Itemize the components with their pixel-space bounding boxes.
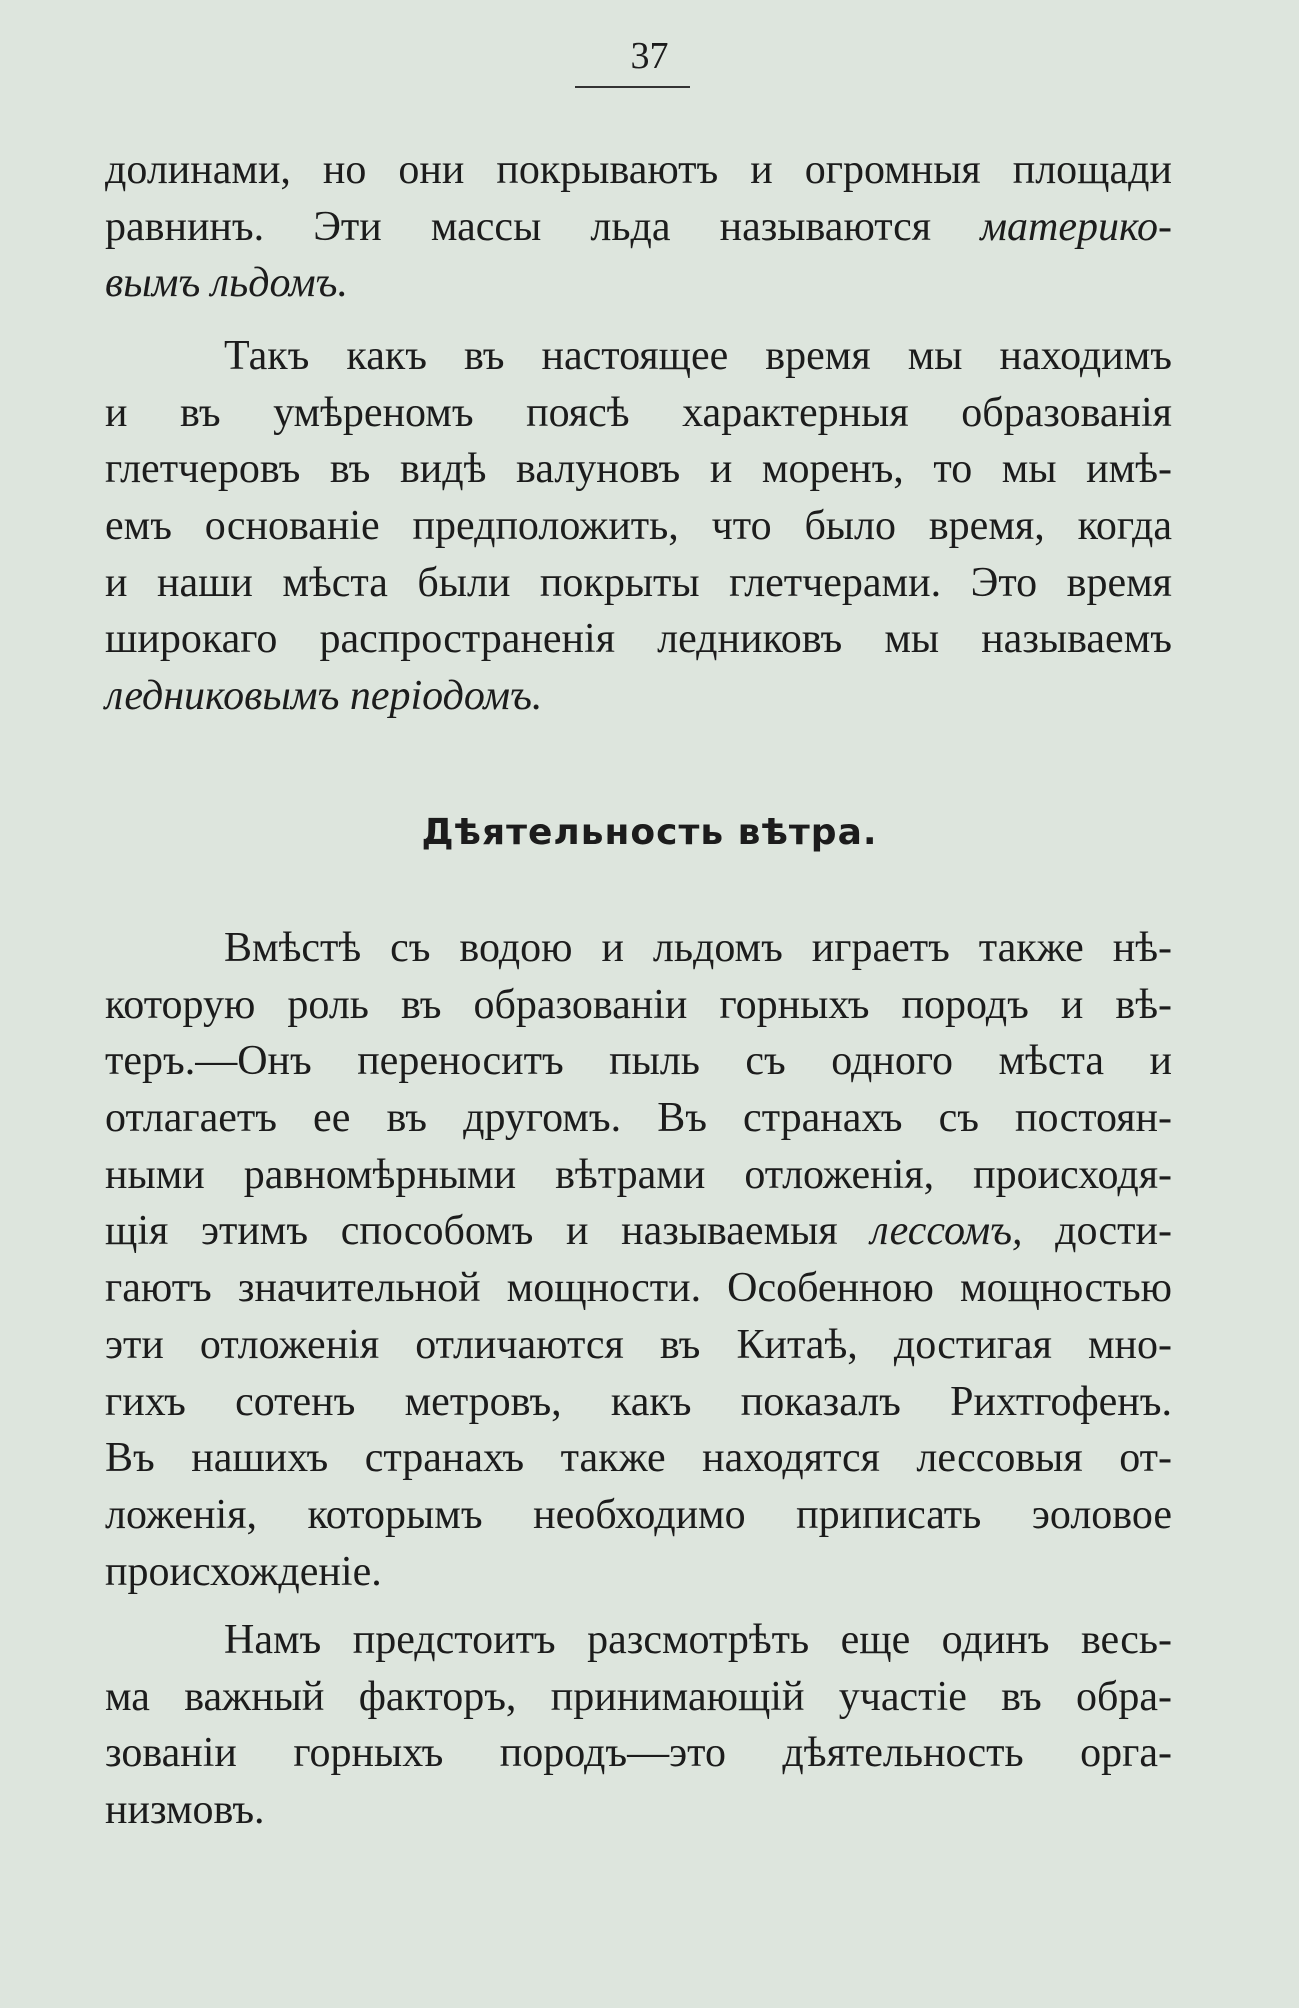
text-line [105,1090,1172,1147]
text-line [105,668,1172,725]
paragraph [105,142,1172,312]
text-segment: гаютъ значительной мощности. Особенною мощностью [105,1265,1172,1312]
text-segment: ма важный факторъ, принимающій участіе въ обра- [105,1673,1172,1720]
text-segment: низмовъ. [105,1787,265,1834]
text-segment: и наши мѣста были покрыты глетчерами. Это время [105,559,1172,606]
text-line [105,1033,1172,1090]
paragraph [105,920,1172,1600]
italic-term: вымъ льдомъ. [105,260,348,307]
text-segment: происхожденіе. [105,1548,382,1595]
italic-term: материко- [980,203,1172,250]
text-line [105,1725,1172,1782]
text-line [105,1430,1172,1487]
text-segment: Намъ предстоитъ разсмотрѣть еще одинъ весь- [224,1617,1172,1663]
text-line [105,385,1172,442]
text-segment: ными равномѣрными вѣтрами отложенія, происходя- [105,1151,1172,1198]
text-line [105,142,1172,199]
text-segment: Вмѣстѣ съ водою и льдомъ играетъ также нѣ- [224,925,1172,971]
text-line [105,1147,1172,1204]
text-line [105,199,1172,256]
text-line [105,1260,1172,1317]
italic-term: ледниковымъ періодомъ. [105,673,543,720]
text-segment: зованіи горныхъ породъ—это дѣятельность орга- [105,1730,1172,1777]
text-segment: равнинъ. Эти массы льда называются [105,203,981,250]
text-line [105,255,1172,312]
italic-term: лессомъ, [870,1208,1023,1255]
text-line [105,498,1172,555]
text-segment: ложенія, которымъ необходимо приписать эоловое [105,1491,1172,1538]
page-number: 37 [630,35,669,77]
text-segment: отлагаетъ ее въ другомъ. Въ странахъ съ постоян- [105,1095,1172,1142]
text-segment: емъ основаніе предположить, что было время, когда [105,503,1172,550]
text-segment: дости- [1022,1208,1173,1255]
text-segment: гихъ сотенъ метровъ, какъ показалъ Рихтгофенъ. [105,1378,1172,1425]
text-line [105,1669,1172,1726]
section-heading: Дѣятельность вѣтра. [421,812,878,853]
text-segment: Такъ какъ въ настоящее время мы находимъ [224,333,1172,379]
text-line [105,1544,1172,1601]
text-segment: Въ нашихъ странахъ также находятся лессовыя от- [105,1435,1172,1482]
page-number-rule [575,86,690,88]
paragraph [105,1612,1172,1839]
text-segment: эти отложенія отличаются въ Китаѣ, достигая мно- [105,1321,1172,1368]
text-line [105,1487,1172,1544]
text-segment: щія этимъ способомъ и называемыя [105,1208,871,1255]
text-segment: которую роль въ образованіи горныхъ породъ и вѣ- [105,981,1172,1028]
text-line [105,555,1172,612]
text-line [105,1317,1172,1374]
text-segment: теръ.—Онъ переноситъ пыль съ одного мѣста и [105,1038,1172,1085]
text-segment: долинами, но они покрываютъ и огромныя площади [105,147,1172,193]
text-line [105,977,1172,1034]
text-line [105,441,1172,498]
text-line [105,920,1172,977]
text-line [105,611,1172,668]
text-line [105,1612,1172,1669]
text-segment: широкаго распространенія ледниковъ мы называемъ [105,616,1172,663]
text-line [105,328,1172,385]
text-line [105,1782,1172,1839]
paragraph [105,328,1172,725]
text-line [105,1203,1172,1260]
text-line [105,1374,1172,1431]
text-segment: и въ умѣреномъ поясѣ характерныя образованія [105,389,1172,436]
text-segment: глетчеровъ въ видѣ валуновъ и моренъ, то мы имѣ- [105,446,1172,493]
